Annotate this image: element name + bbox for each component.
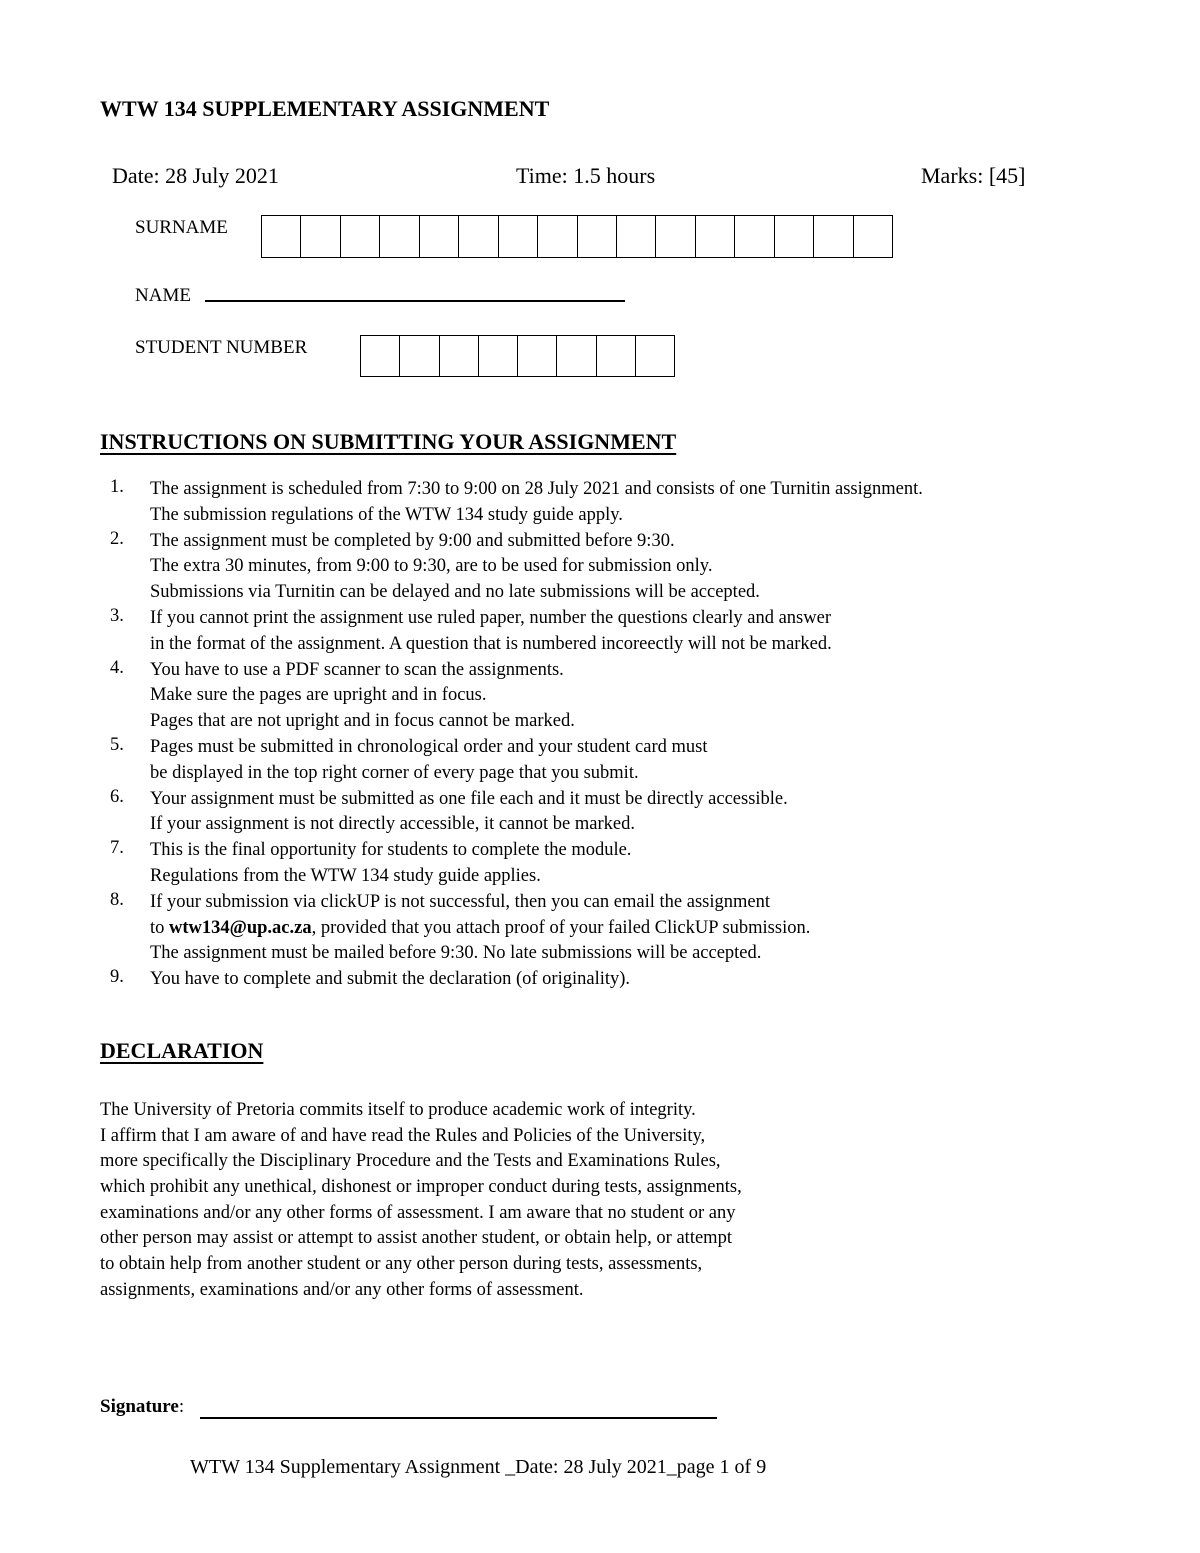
- item-number: 6.: [110, 786, 124, 807]
- list-item: [100, 658, 1150, 735]
- instructions-list: [100, 477, 1150, 993]
- student-number-label: STUDENT NUMBER: [135, 337, 308, 358]
- character-box[interactable]: [656, 216, 695, 257]
- email-suffix: , provided that you attach proof of your failed ClickUP submission.: [311, 917, 811, 938]
- character-box[interactable]: [538, 216, 577, 257]
- item-line: Regulations from the WTW 134 study guide applies.: [150, 865, 541, 886]
- item-number: 8.: [110, 889, 124, 910]
- character-box[interactable]: [301, 216, 340, 257]
- declaration-line: which prohibit any unethical, dishonest or improper conduct during tests, assignments,: [100, 1177, 742, 1198]
- item-line: Pages that are not upright and in focus cannot be marked.: [150, 711, 575, 732]
- character-box[interactable]: [479, 336, 518, 376]
- item-line: Submissions via Turnitin can be delayed and no late submissions will be accepted.: [150, 582, 760, 603]
- character-box[interactable]: [854, 216, 892, 257]
- surname-boxes[interactable]: [261, 215, 893, 258]
- character-box[interactable]: [557, 336, 596, 376]
- item-line: You have to use a PDF scanner to scan the assignments.: [150, 659, 564, 680]
- item-number: 1.: [110, 477, 124, 497]
- page-title: WTW 134 SUPPLEMENTARY ASSIGNMENT: [100, 96, 550, 121]
- item-line: If your assignment is not directly accessible, it cannot be marked.: [150, 814, 635, 835]
- list-item: [100, 735, 1150, 787]
- character-box[interactable]: [440, 336, 479, 376]
- item-number: 9.: [110, 967, 124, 988]
- character-box[interactable]: [597, 336, 636, 376]
- signature-row: [100, 1396, 184, 1418]
- character-box[interactable]: [775, 216, 814, 257]
- character-box[interactable]: [400, 336, 439, 376]
- character-box[interactable]: [518, 336, 557, 376]
- list-item: [100, 890, 1150, 967]
- list-item: [100, 529, 1150, 606]
- list-item: [100, 787, 1150, 839]
- character-box[interactable]: [459, 216, 498, 257]
- character-box[interactable]: [380, 216, 419, 257]
- character-box[interactable]: [636, 336, 674, 376]
- item-line: The extra 30 minutes, from 9:00 to 9:30, are to be used for submission only.: [150, 556, 713, 577]
- item-line: The assignment is scheduled from 7:30 to 9:00 on 28 July 2021 and consists of one Turnitin assignment.: [150, 479, 923, 499]
- item-number: 7.: [110, 838, 124, 859]
- item-number: 5.: [110, 734, 124, 755]
- character-box[interactable]: [499, 216, 538, 257]
- character-box[interactable]: [341, 216, 380, 257]
- declaration-line: to obtain help from another student or any other person during tests, assessments,: [100, 1254, 703, 1275]
- list-item: [100, 838, 1150, 890]
- list-item: [100, 477, 1150, 529]
- character-box[interactable]: [814, 216, 853, 257]
- signature-label: Signature: [100, 1396, 179, 1417]
- declaration-heading: DECLARATION: [100, 1038, 264, 1063]
- signature-line[interactable]: [200, 1417, 717, 1419]
- signature-colon: :: [178, 1396, 185, 1417]
- declaration-line: assignments, examinations and/or any other forms of assessment.: [100, 1279, 584, 1300]
- character-box[interactable]: [262, 216, 301, 257]
- email-link[interactable]: wtw134@up.ac.za: [169, 917, 312, 938]
- surname-label: SURNAME: [135, 217, 228, 238]
- marks-label: Marks: [45]: [921, 163, 1026, 188]
- list-item: [100, 606, 1150, 658]
- item-line: You have to complete and submit the declaration (of originality).: [150, 969, 631, 990]
- character-box[interactable]: [617, 216, 656, 257]
- item-line: in the format of the assignment. A question that is numbered incoreectly will not be marked.: [150, 633, 832, 654]
- item-line: This is the final opportunity for students to complete the module.: [150, 840, 632, 861]
- declaration-line: more specifically the Disciplinary Procedure and the Tests and Examinations Rules,: [100, 1151, 721, 1172]
- declaration-text: [100, 1098, 742, 1304]
- item-number: 3.: [110, 605, 124, 626]
- declaration-line: examinations and/or any other forms of assessment. I am aware that no student or any: [100, 1202, 736, 1223]
- name-label: NAME: [135, 285, 191, 306]
- declaration-line: The University of Pretoria commits itself to produce academic work of integrity.: [100, 1100, 696, 1120]
- declaration-line: I affirm that I am aware of and have read the Rules and Policies of the University,: [100, 1125, 706, 1146]
- item-line: Make sure the pages are upright and in focus.: [150, 685, 487, 706]
- email-prefix: to: [150, 917, 170, 938]
- character-box[interactable]: [696, 216, 735, 257]
- student-number-boxes[interactable]: [360, 335, 675, 377]
- item-number: 4.: [110, 657, 124, 678]
- item-line: [150, 916, 1150, 942]
- item-line: The submission regulations of the WTW 134 study guide apply.: [150, 504, 623, 525]
- item-line: Pages must be submitted in chronological order and your student card must: [150, 736, 708, 757]
- page-footer: WTW 134 Supplementary Assignment _Date: 28 July 2021_page 1 of 9: [190, 1456, 767, 1478]
- list-item: [100, 967, 1150, 993]
- name-input-line[interactable]: [205, 300, 625, 302]
- instructions-heading: INSTRUCTIONS ON SUBMITTING YOUR ASSIGNMENT: [100, 429, 677, 454]
- character-box[interactable]: [578, 216, 617, 257]
- character-box[interactable]: [361, 336, 400, 376]
- declaration-line: other person may assist or attempt to assist another student, or obtain help, or attempt: [100, 1228, 732, 1249]
- item-line: be displayed in the top right corner of every page that you submit.: [150, 762, 639, 783]
- character-box[interactable]: [420, 216, 459, 257]
- item-line: The assignment must be mailed before 9:30. No late submissions will be accepted.: [150, 943, 762, 964]
- character-box[interactable]: [735, 216, 774, 257]
- date-label: Date: 28 July 2021: [112, 163, 279, 188]
- item-line: The assignment must be completed by 9:00 and submitted before 9:30.: [150, 530, 675, 551]
- time-label: Time: 1.5 hours: [516, 163, 656, 188]
- item-line: If you cannot print the assignment use ruled paper, number the questions clearly and answer: [150, 607, 831, 628]
- item-line: If your submission via clickUP is not successful, then you can email the assignment: [150, 891, 770, 912]
- item-line: Your assignment must be submitted as one file each and it must be directly accessible.: [150, 788, 788, 809]
- item-number: 2.: [110, 528, 124, 549]
